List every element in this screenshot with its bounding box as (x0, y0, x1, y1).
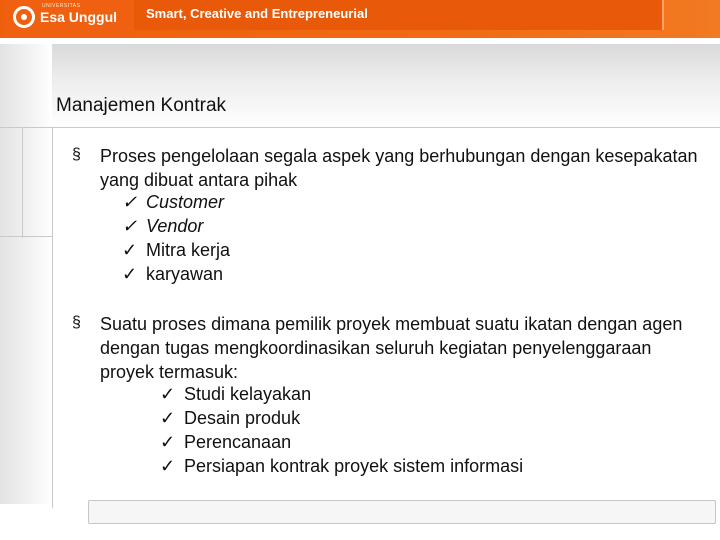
list-item: ✓ karyawan (122, 264, 224, 284)
list-item: ✓ Persiapan kontrak proyek sistem informasi (160, 456, 524, 476)
list-item: ✓ Studi kelayakan (160, 384, 312, 404)
header-band (0, 0, 720, 38)
frame-line-top (0, 127, 720, 128)
check-icon: ✓ (122, 240, 138, 260)
slide-title: Manajemen Kontrak (56, 95, 227, 116)
list-item: ✓ Vendor (122, 216, 204, 236)
list-item: ✓ Desain produk (160, 408, 301, 428)
list-item: ✓ Mitra kerja (122, 240, 231, 260)
logo (4, 0, 129, 38)
tagline-box (134, 0, 664, 30)
left-frame-gradient (0, 44, 52, 504)
check-icon: ✓ (160, 432, 176, 452)
check-icon: ✓ (122, 216, 138, 236)
logo-small-text: UNIVERSITAS (42, 3, 81, 9)
footer-bar (88, 500, 716, 524)
check-icon: ✓ (160, 408, 176, 428)
bullet-text-2: Suatu proses dimana pemilik proyek membuat suatu ikatan dengan agen dengan tugas mengkoordinasikan seluruh kegiatan penyelenggaraan proyek termasuk: (100, 314, 683, 382)
frame-line-mid (0, 236, 52, 237)
logo-icon (13, 6, 35, 28)
frame-line-left (52, 128, 53, 508)
bullet-icon: § (72, 146, 81, 163)
list-item: ✓ Perencanaan (160, 432, 292, 452)
bullet-text-1: Proses pengelolaan segala aspek yang berhubungan dengan kesepakatan yang dibuat antara pihak (100, 146, 698, 190)
tagline: Smart, Creative and Entrepreneurial (146, 6, 368, 21)
check-icon: ✓ (122, 192, 138, 212)
bullet-icon: § (72, 314, 81, 331)
check-icon: ✓ (122, 264, 138, 284)
list-item: ✓ Customer (122, 192, 225, 212)
logo-name: Esa Unggul (40, 9, 118, 25)
check-icon: ✓ (160, 456, 176, 476)
frame-line-inner (22, 128, 23, 238)
check-icon: ✓ (160, 384, 176, 404)
